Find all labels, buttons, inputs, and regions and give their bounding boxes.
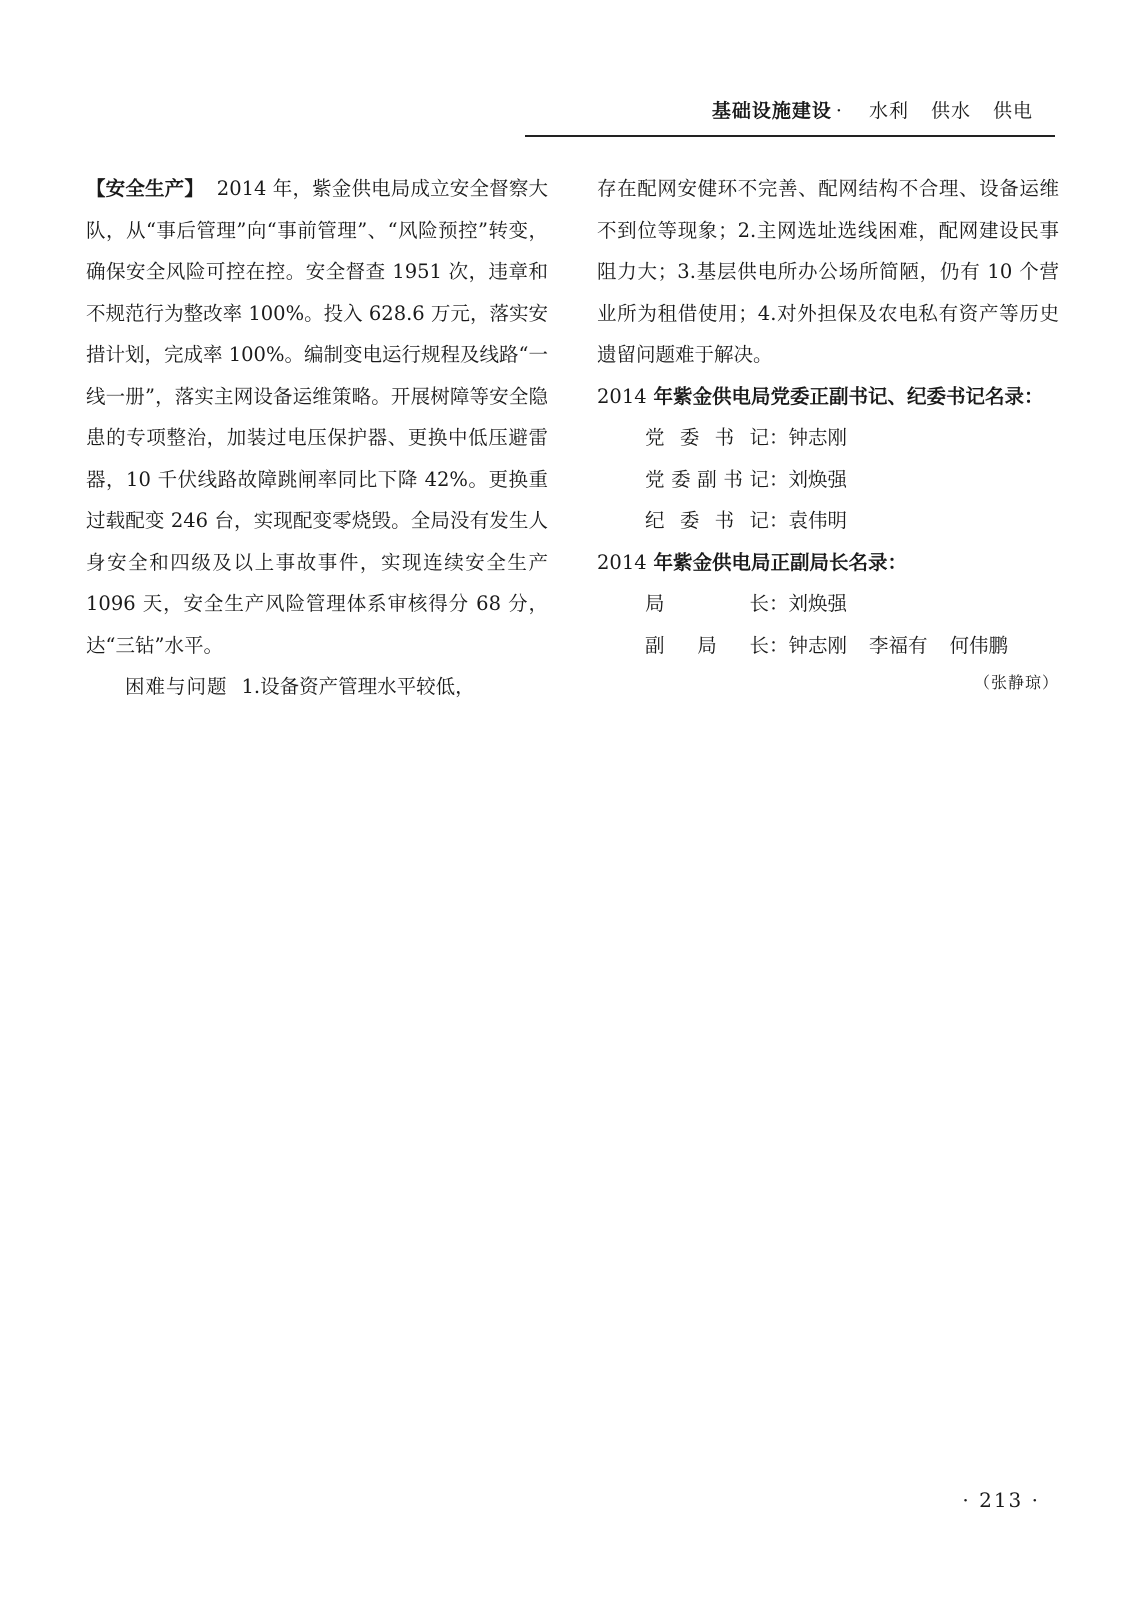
safety-text: 2014 年，紫金供电局成立安全督察大队，从“事后管理”向“事前管理”、“风险预控”转变，确保安全风险可控在控。安全督查 1951 次，违章和不规范行为整改率 100%。投入 628.6 万元，落实安措计划，完成率 100%。编制变电运行规程及线路“一线一册”，落实主网设备运维策略。开展树障等安全隐患的专项整治，加装过电压保护器、更换中低压避雷器，10 千伏线路故障跳闸率同比下降 42%。更换重过载配变 246 台，实现配变零烧毁。全局没有发生人身安全和四级及以上事故事件，实现连续安全生产 1096 天，安全生产风险管理体系审核得分 68 分，达“三钻”水平。 bbox=[86, 177, 548, 657]
party-roster bbox=[597, 417, 1059, 542]
right-column bbox=[597, 168, 1059, 698]
roster-entry: 党委副书记：刘焕强 bbox=[597, 459, 1059, 501]
header-separator: · bbox=[835, 100, 843, 122]
roster-name: 刘焕强 bbox=[788, 467, 848, 491]
safety-tag: 【安全生产】 bbox=[86, 177, 205, 200]
roster-name: 钟志刚 bbox=[788, 633, 848, 657]
director-list-title-text: 年紫金供电局正副局长名录： bbox=[653, 550, 907, 574]
roster-role: 党委书记 bbox=[645, 426, 769, 449]
left-column bbox=[86, 168, 548, 708]
director-list-title bbox=[597, 542, 1059, 584]
roster-name: 李福有 bbox=[869, 633, 928, 657]
party-list-title bbox=[597, 376, 1059, 418]
roster-name: 钟志刚 bbox=[788, 426, 848, 449]
director-roster bbox=[597, 583, 1059, 666]
author-credit: （张静琼） bbox=[973, 673, 1059, 692]
party-list-title-text: 年紫金供电局党委正副书记、纪委书记名录： bbox=[653, 384, 1044, 408]
party-list-year: 2014 bbox=[597, 384, 647, 408]
roster-name: 袁伟明 bbox=[788, 509, 848, 532]
safety-paragraph bbox=[86, 168, 548, 666]
roster-name: 刘焕强 bbox=[788, 592, 848, 615]
roster-entry: 党委书记：钟志刚 bbox=[597, 417, 1059, 459]
roster-role: 副局长 bbox=[645, 633, 769, 657]
difficulty-label: 困难与问题 bbox=[125, 675, 228, 698]
header-keyword: 供电 bbox=[992, 100, 1033, 122]
difficulty-paragraph-start bbox=[86, 666, 548, 708]
director-list-year: 2014 bbox=[597, 550, 647, 574]
section-title: 基础设施建设 bbox=[711, 100, 832, 122]
difficulty-text-start: 1.设备资产管理水平较低， bbox=[241, 675, 475, 698]
header-rule bbox=[525, 135, 1055, 137]
roster-role: 局长 bbox=[645, 592, 769, 615]
roster-name: 何伟鹏 bbox=[949, 633, 1009, 657]
roster-entry: 局长：刘焕强 bbox=[597, 583, 1059, 625]
running-header bbox=[712, 96, 1033, 123]
roster-entry: 副局长：钟志刚 李福有 何伟鹏 bbox=[597, 625, 1059, 667]
roster-entry: 纪委书记：袁伟明 bbox=[597, 500, 1059, 542]
header-keyword: 水利 bbox=[868, 100, 909, 122]
roster-role: 纪委书记 bbox=[645, 509, 769, 532]
roster-role: 党委副书记 bbox=[645, 467, 769, 491]
difficulty-paragraph-cont: 存在配网安健环不完善、配网结构不合理、设备运维不到位等现象；2.主网选址选线困难，配网建设民事阻力大；3.基层供电所办公场所简陋，仍有 10 个营业所为租借使用；4.对外担保及农电私有资产等历史遗留问题难于解决。 bbox=[597, 177, 1059, 366]
header-keyword: 供水 bbox=[930, 100, 971, 122]
page-number: · 213 · bbox=[962, 1488, 1040, 1512]
